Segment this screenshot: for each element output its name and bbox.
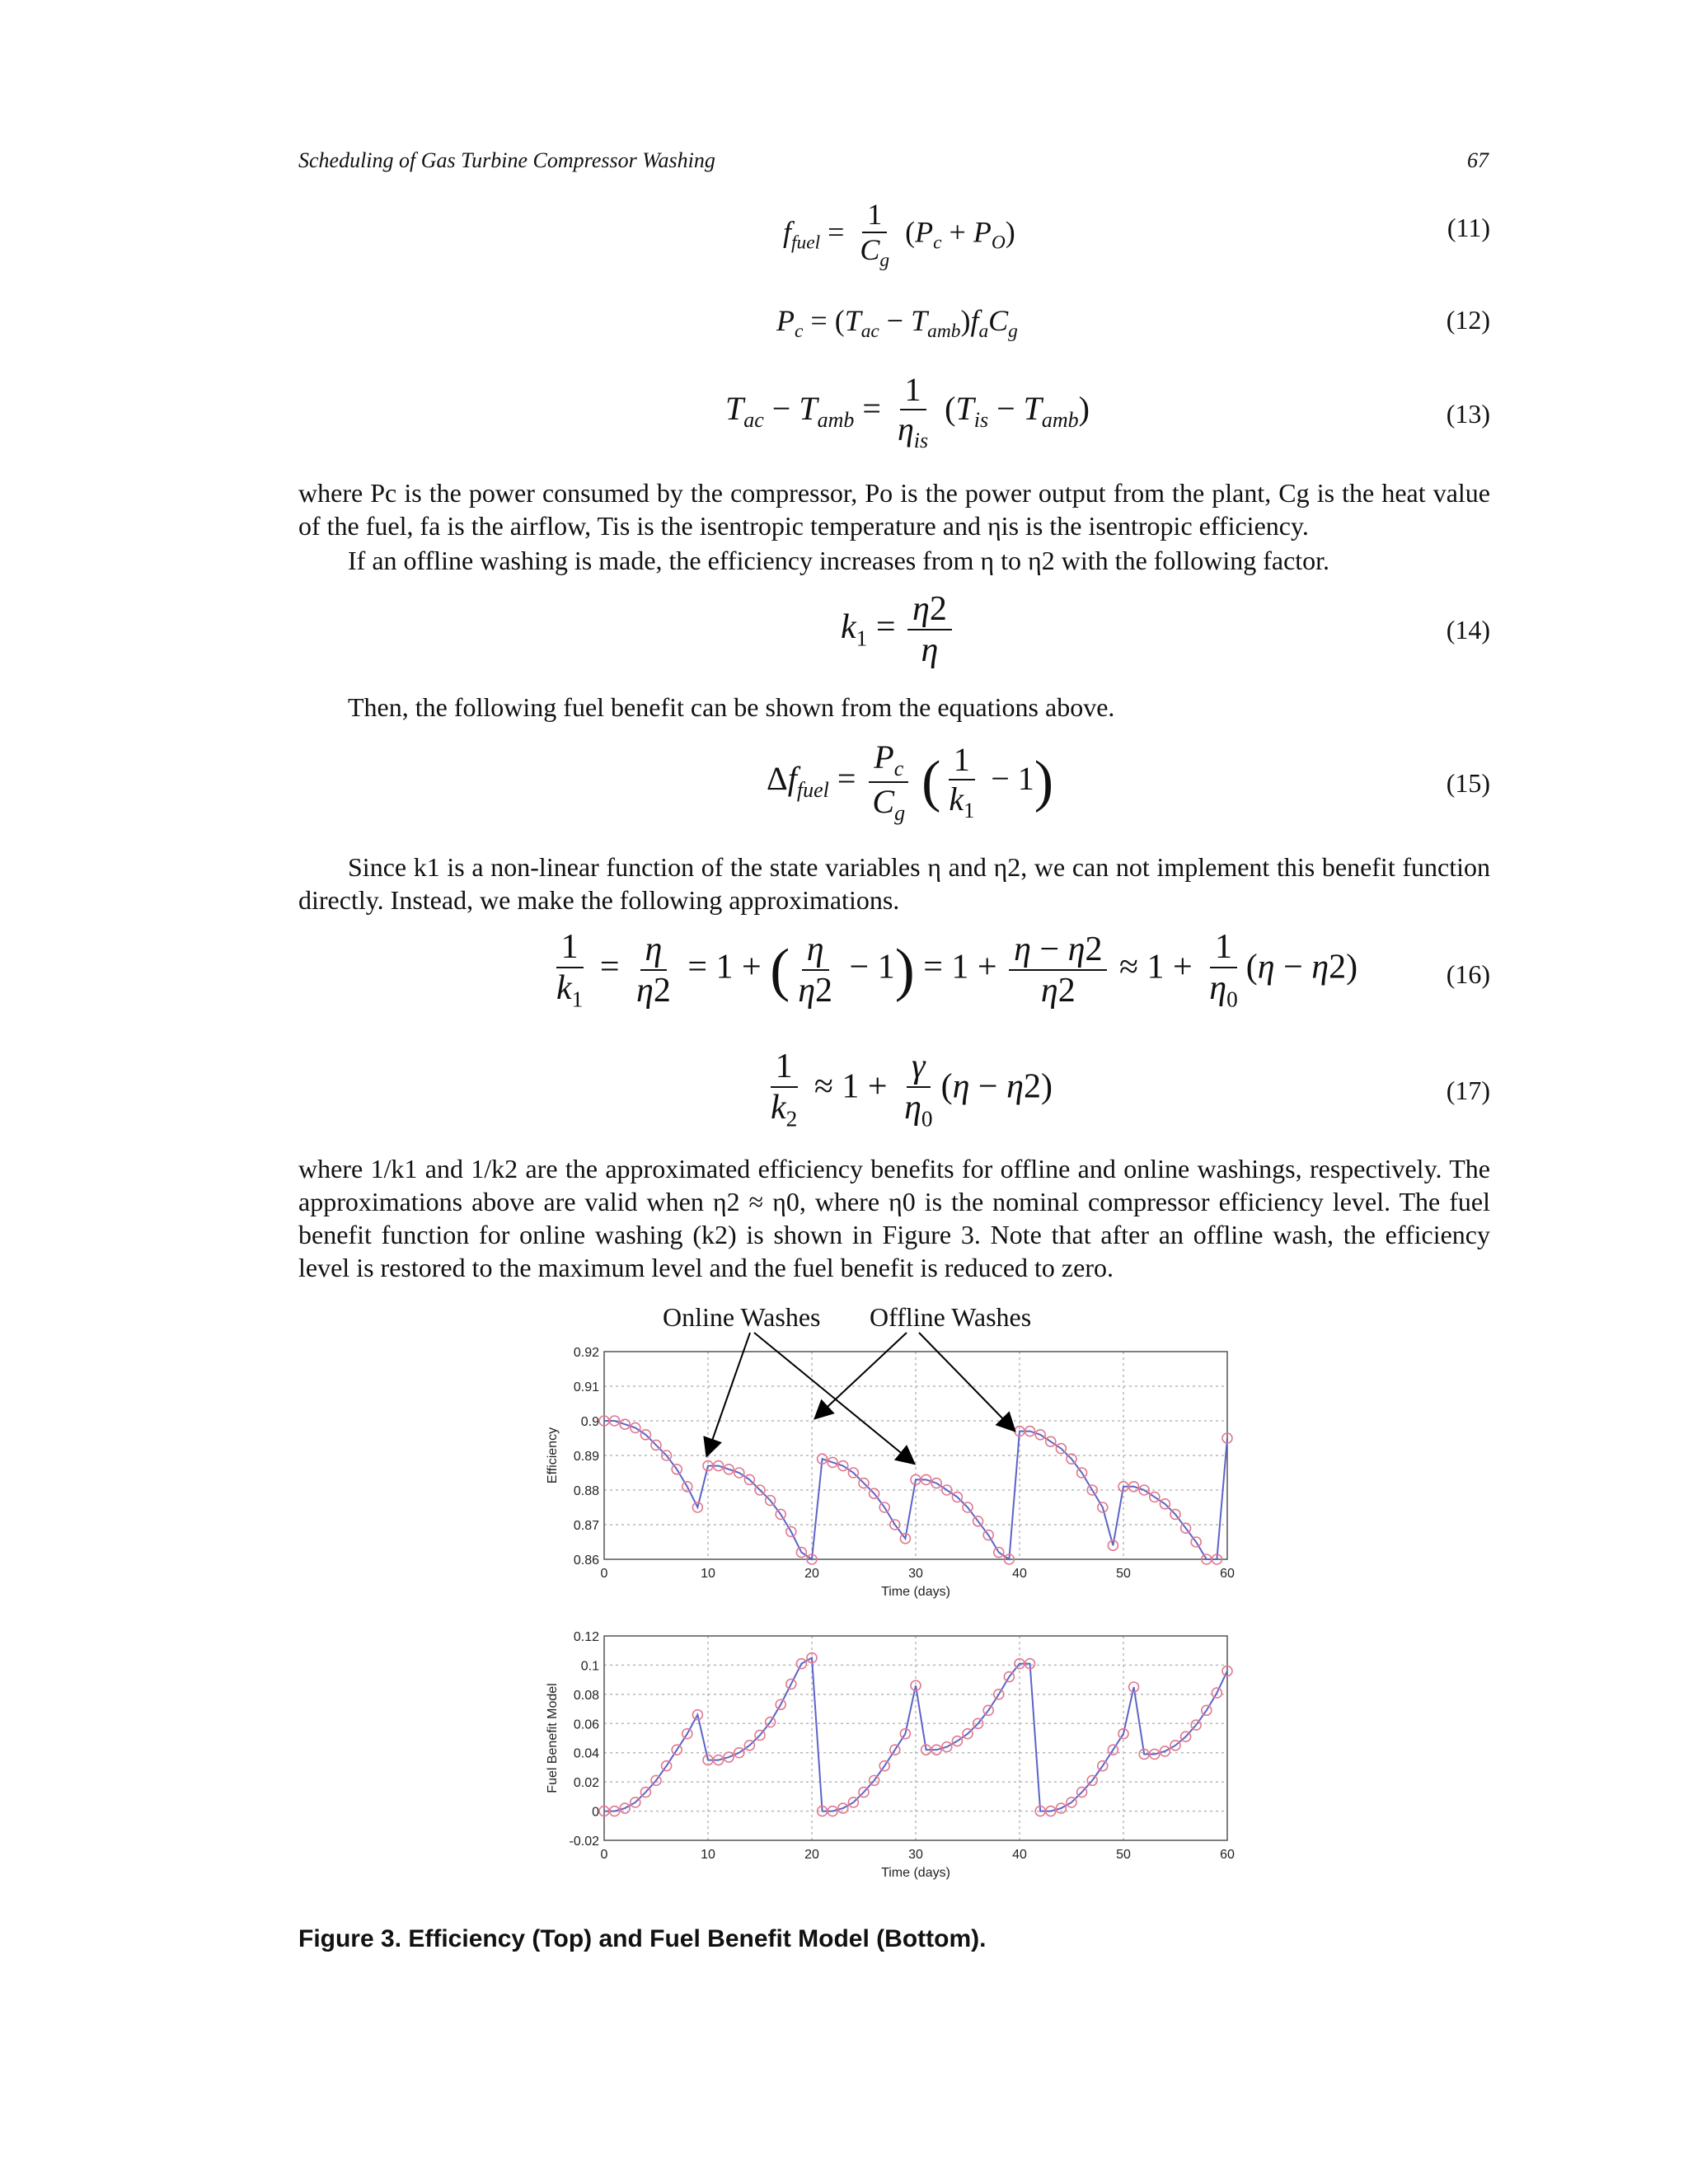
paragraph-online-washing: where 1/k1 and 1/k2 are the approximated efficiency benefits for offline and online washings, respectively. The approximations above are valid when η2 ≈ η0, where η0 is the nominal compressor efficiency level. The fuel benefit function for online washing (k2) is shown in Figure 3. Note that after an offline wash, the efficiency level is restored to the maximum level and the fuel benefit is reduced to zero. — [298, 1154, 1490, 1282]
x-tick-label: 30 — [908, 1567, 923, 1581]
paragraph-fuel-benefit: Then, the following fuel benefit can be shown from the equations above. — [348, 692, 1115, 722]
x-axis-label: Time (days) — [881, 1866, 950, 1880]
x-tick-label: 0 — [600, 1848, 608, 1862]
paragraph-variables: where Pc is the power consumed by the compressor, Po is the power output from the plant, Cg is the heat value of the fuel, fa is the airflow, Tis is the isentropic temperature and ηis is the isentropic efficiency. — [298, 478, 1490, 541]
x-tick-label: 50 — [1116, 1567, 1131, 1581]
efficiency-chart — [546, 1346, 1235, 1599]
y-tick-label: 0.92 — [573, 1346, 599, 1360]
equation-16: $\frac{1}{k_1}$ = $\frac{\eta}{\eta 2}$ = 1 + ( $\frac{\eta}{\eta 2}$ − 1) = 1 + $\frac{\eta - \eta 2}{\eta 2}$ ≈ 1 + $\frac{1}{\eta_0}$ (η − η2) — [556, 928, 1358, 1012]
equation-number-16: (16) — [1446, 959, 1490, 989]
equation-14: $k_1$ = $\frac{\eta 2}{\eta}$ — [841, 589, 955, 671]
y-tick-label: 0.02 — [573, 1776, 599, 1791]
y-tick-label: 0.9 — [580, 1415, 599, 1429]
y-tick-label: 0.86 — [573, 1554, 599, 1568]
x-axis-label: Time (days) — [881, 1585, 950, 1599]
y-axis-label: Efficiency — [546, 1427, 560, 1484]
arrow-offline-2 — [919, 1333, 1014, 1430]
paragraph-offline-wash: If an offline washing is made, the efficiency increases from η to η2 with the following factor. — [348, 546, 1330, 575]
arrow-offline-1 — [816, 1333, 907, 1418]
equation-number-11: (11) — [1447, 213, 1490, 242]
x-tick-label: 10 — [701, 1567, 715, 1581]
page-number: 67 — [1467, 148, 1489, 172]
equation-15: $\Delta f_{fuel}$ = $\frac{P_c}{C_g}$ ( $\frac{1}{k_1}$ − 1) — [767, 738, 1054, 825]
equation-number-17: (17) — [1446, 1076, 1490, 1105]
y-tick-label: 0.87 — [573, 1519, 599, 1533]
arrow-online-1 — [707, 1333, 750, 1455]
figure-caption: Figure 3. Efficiency (Top) and Fuel Benefit Model (Bottom). — [298, 1925, 987, 1952]
y-tick-label: -0.02 — [569, 1835, 599, 1849]
y-tick-label: 0.06 — [573, 1718, 599, 1732]
x-tick-label: 20 — [804, 1567, 819, 1581]
x-tick-label: 60 — [1220, 1567, 1235, 1581]
y-tick-label: 0.04 — [573, 1746, 599, 1761]
fuel-benefit-chart — [546, 1630, 1235, 1880]
y-tick-label: 0.91 — [573, 1380, 599, 1394]
y-axis-label: Fuel Benefit Model — [546, 1683, 560, 1793]
x-tick-label: 0 — [600, 1567, 608, 1581]
equation-number-12: (12) — [1446, 305, 1490, 335]
equation-11: $f_{fuel}$ = $\frac{1}{C_g}$ $(P_c + P_O)$ — [783, 198, 1015, 272]
equation-number-13: (13) — [1446, 399, 1490, 429]
running-header: Scheduling of Gas Turbine Compressor Washing — [298, 148, 715, 172]
y-tick-label: 0 — [592, 1805, 599, 1820]
y-tick-label: 0.89 — [573, 1450, 599, 1464]
x-tick-label: 40 — [1012, 1567, 1027, 1581]
x-tick-label: 50 — [1116, 1848, 1131, 1862]
x-tick-label: 60 — [1220, 1848, 1235, 1862]
y-tick-label: 0.1 — [580, 1659, 599, 1674]
paragraph-approximations: Since k1 is a non-linear function of the state variables η and η2, we can not implement this benefit function directly. Instead, we make the following approximations. — [298, 852, 1490, 915]
callout-online-washes: Online Washes — [663, 1302, 821, 1332]
callout-offline-washes: Offline Washes — [870, 1302, 1032, 1332]
y-tick-label: 0.12 — [573, 1630, 599, 1644]
x-tick-label: 10 — [701, 1848, 715, 1862]
y-tick-label: 0.08 — [573, 1688, 599, 1703]
y-tick-label: 0.88 — [573, 1484, 599, 1498]
x-tick-label: 30 — [908, 1848, 923, 1862]
equation-12: $P_c = (T_{ac} - T_{amb})f_aC_g$ — [776, 304, 1018, 343]
x-tick-label: 20 — [804, 1848, 819, 1862]
x-tick-label: 40 — [1012, 1848, 1027, 1862]
equation-number-14: (14) — [1446, 615, 1490, 644]
equation-13: $T_{ac} - T_{amb}$ = $\frac{1}{\eta_{is}}$ $(T_{is} - T_{amb})$ — [725, 371, 1090, 452]
equation-number-15: (15) — [1446, 768, 1490, 798]
equation-17: $\frac{1}{k_2}$ ≈ 1 + $\frac{\gamma}{\eta_0}$ (η − η2) — [771, 1047, 1053, 1132]
